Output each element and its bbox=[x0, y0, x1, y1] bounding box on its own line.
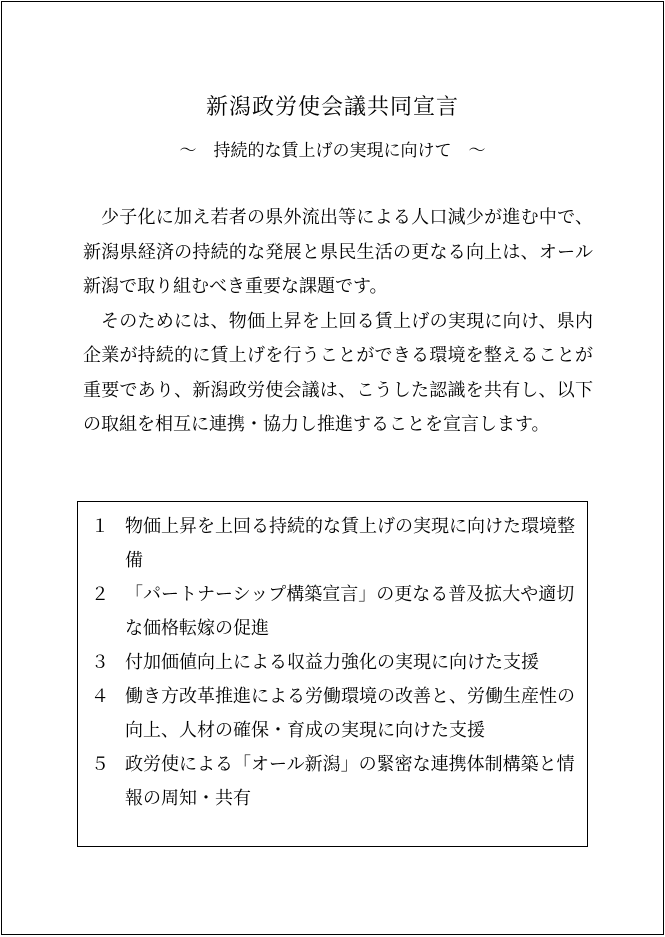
initiative-number: ４ bbox=[91, 686, 109, 707]
document-page bbox=[1, 1, 664, 935]
initiative-number: ２ bbox=[91, 584, 109, 605]
document-subtitle: ～ 持続的な賃上げの実現に向けて ～ bbox=[179, 141, 486, 161]
initiative-item bbox=[78, 510, 579, 578]
initiative-item bbox=[78, 646, 579, 680]
initiative-text: 付加価値向上による収益力強化の実現に向けた支援 bbox=[125, 652, 539, 673]
initiative-text: 物価上昇を上回る持続的な賃上げの実現に向けた環境整備 bbox=[125, 516, 575, 571]
paragraph-2: そのためには、物価上昇を上回る賃上げの実現に向け、県内企業が持続的に賃上げを行うことができる環境を整えることが重要であり、新潟政労使会議は、こうした認識を共有し、以下の取組を相互に連携・協力し推進することを宣言します。 bbox=[83, 310, 593, 435]
initiative-number: １ bbox=[91, 516, 109, 537]
initiative-item bbox=[78, 578, 579, 646]
declaration-body bbox=[83, 201, 593, 443]
initiative-number: ３ bbox=[91, 652, 109, 673]
initiative-text: 政労使による「オール新潟」の緊密な連携体制構築と情報の周知・共有 bbox=[125, 754, 575, 809]
initiative-item bbox=[78, 680, 579, 748]
paragraph-1: 少子化に加え若者の県外流出等による人口減少が進む中で、新潟県経済の持続的な発展と県民生活の更なる向上は、オール新潟で取り組むべき重要な課題です。 bbox=[83, 207, 593, 297]
initiative-text: 働き方改革推進による労働環境の改善と、労働生産性の向上、人材の確保・育成の実現に向けた支援 bbox=[125, 686, 575, 741]
initiative-number: ５ bbox=[91, 754, 109, 775]
initiative-item bbox=[78, 748, 579, 816]
initiatives-box bbox=[77, 501, 588, 847]
initiative-text: 「パートナーシップ構築宣言」の更なる普及拡大や適切な価格転嫁の促進 bbox=[125, 584, 575, 639]
document-title: 新潟政労使会議共同宣言 bbox=[205, 95, 459, 120]
